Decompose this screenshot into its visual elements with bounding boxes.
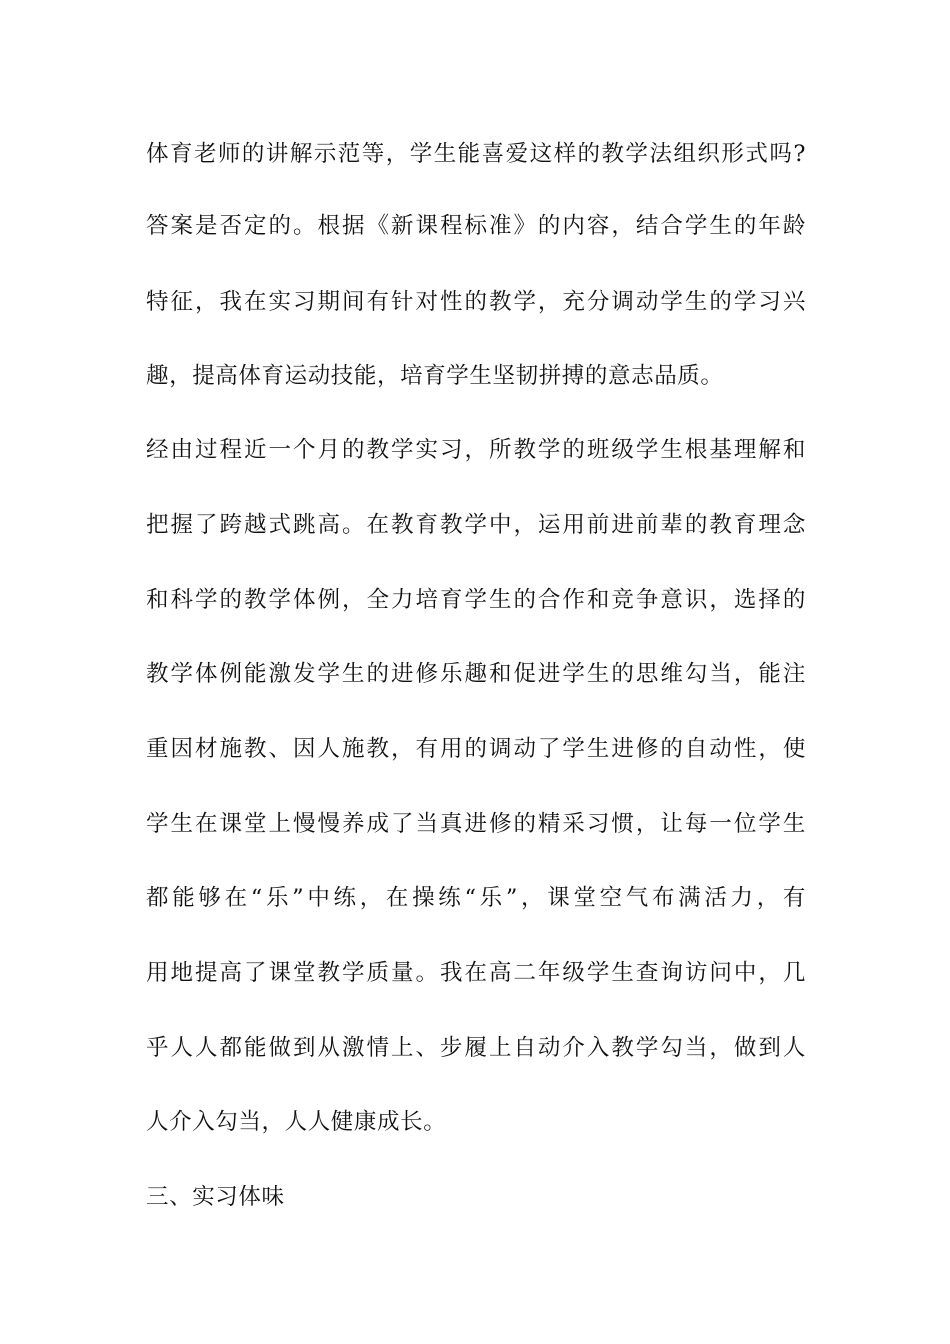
paragraph-line: 都能够在“乐”中练，在操练“乐”，课堂空气布满活力，有 <box>146 885 806 911</box>
paragraph-line: 特征，我在实习期间有针对性的教学，充分调动学生的学习兴 <box>146 289 806 315</box>
paragraph-line: 答案是否定的。根据《新课程标准》的内容，结合学生的年龄 <box>146 213 806 239</box>
paragraph-line: 经由过程近一个月的教学实习，所教学的班级学生根基理解和 <box>146 437 806 463</box>
paragraph-line: 和科学的教学体例，全力培育学生的合作和竞争意识，选择的 <box>146 587 806 613</box>
paragraph-line: 体育老师的讲解示范等，学生能喜爱这样的教学法组织形式吗? <box>146 141 806 167</box>
paragraph-line: 人介入勾当，人人健康成长。 <box>146 1109 447 1135</box>
section-heading: 三、实习体味 <box>146 1184 285 1210</box>
paragraph-line: 学生在课堂上慢慢养成了当真进修的精采习惯，让每一位学生 <box>146 811 806 837</box>
paragraph-line: 把握了跨越式跳高。在教育教学中，运用前进前辈的教育理念 <box>146 512 806 538</box>
paragraph-line: 重因材施教、因人施教，有用的调动了学生进修的自动性，使 <box>146 736 806 762</box>
paragraph-line: 用地提高了课堂教学质量。我在高二年级学生查询访问中，几 <box>146 960 806 986</box>
paragraph-line: 乎人人都能做到从激情上、步履上自动介入教学勾当，做到人 <box>146 1035 806 1061</box>
paragraph-line: 趣，提高体育运动技能，培育学生坚韧拼搏的意志品质。 <box>146 363 724 389</box>
paragraph-line: 教学体例能激发学生的进修乐趣和促进学生的思维勾当，能注 <box>146 661 806 687</box>
